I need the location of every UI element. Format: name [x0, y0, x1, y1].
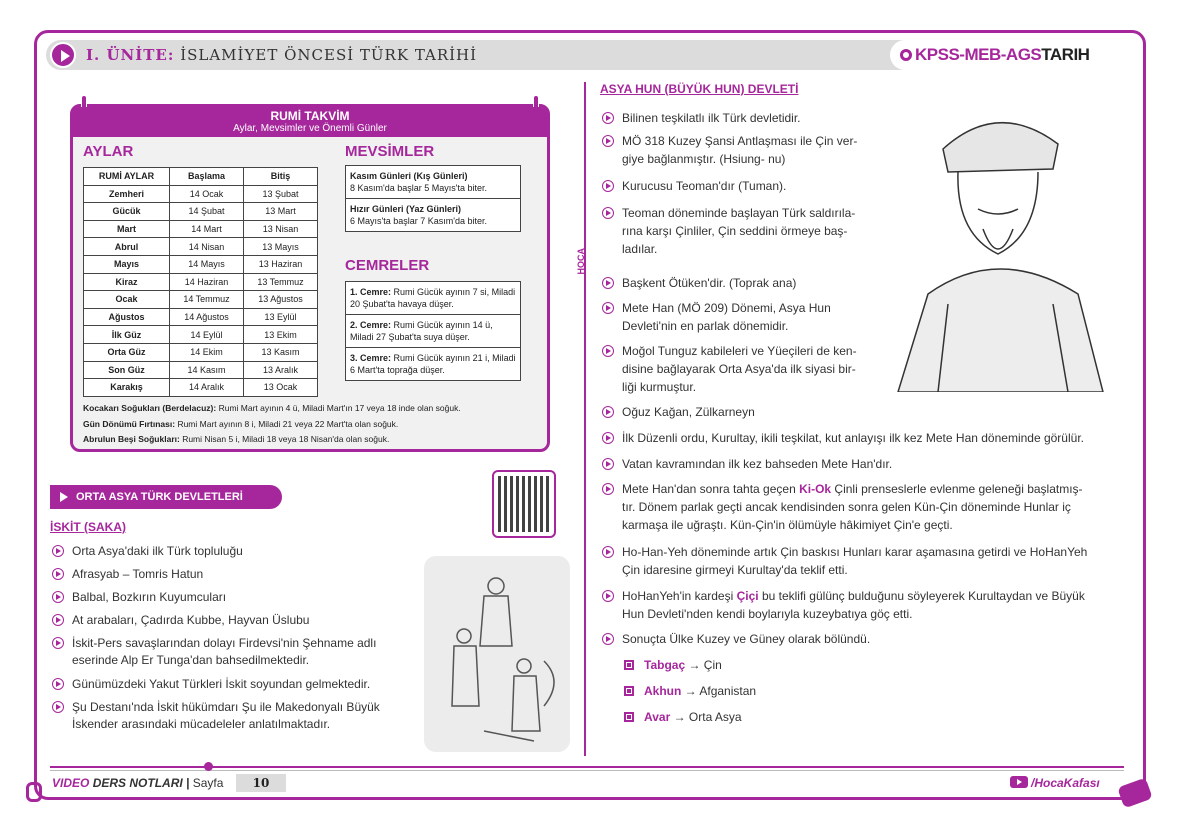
list-item-cont: karmaşa ile uğraştı. Kün-Çin'in ölümüyle hâkimiyet Çin'e geçti.	[622, 518, 953, 532]
bullet-play-icon	[52, 591, 64, 603]
table-cell: Ağustos	[84, 308, 170, 326]
division-item: Akhun → Afganistan	[644, 683, 756, 699]
table-cell: Orta Güz	[84, 343, 170, 361]
page-number: 10	[236, 774, 286, 792]
division-item: Avar → Orta Asya	[644, 709, 742, 725]
rumi-takvim-box	[70, 104, 550, 452]
list-item-cont: Devleti'nin en parlak dönemidir.	[622, 319, 789, 333]
table-cell: 14 Kasım	[170, 361, 244, 379]
list-item-cont: rına karşı Çinliler, Çin seddini örmeye baş-	[622, 224, 848, 238]
table-cell: 14 Aralık	[170, 379, 244, 397]
bullet-play-icon	[602, 302, 614, 314]
list-item: Mete Han (MÖ 209) Dönemi, Asya Hun	[622, 300, 831, 316]
list-item-cont: Hun Devleti'nden kendi boylarıyla kuzeybatıya göç etti.	[622, 607, 913, 621]
bullet-play-icon	[52, 701, 64, 713]
bullet-play-icon	[602, 633, 614, 645]
table-cell: 13 Ağustos	[244, 291, 318, 309]
list-item: Moğol Tunguz kabileleri ve Yüeçileri de ken-	[622, 343, 857, 359]
list-item: Bilinen teşkilatlı ilk Türk devletidir.	[622, 110, 801, 126]
table-cell: 13 Nisan	[244, 220, 318, 238]
list-item: Balbal, Bozkırın Kuyumcuları	[72, 589, 226, 605]
table-cell: 14 Eylül	[170, 326, 244, 344]
brand-logo: KPSS-MEB-AGSTARIH	[890, 40, 1124, 70]
list-item: Şu Destanı'nda İskit hükümdarı Şu ile Makedonyalı Büyük	[72, 699, 380, 715]
table-row	[84, 238, 318, 256]
aylar-heading: AYLAR	[83, 143, 134, 160]
list-item: Teoman döneminde başlayan Türk saldırıla-	[622, 205, 855, 221]
months-table: RUMİ AYLAR Başlama Bitiş Zemheri 14 Ocak 13 Şubat Gücük 14 Şubat 13 Mart Mart 14 Mart 13 Nisan Abrul 14 Nisan 13 Mayıs Mayıs 14 Mayıs 13 Haziran Kiraz 14 Haziran 13 Temmuz Ocak 14 Temmuz 13 Ağustos Ağustos 14 Ağustos 13 Eylül İlk Güz 14 Eylül 13 Ekim Orta Güz 14 Ekim 13 Kasım Son Güz 14 Kasım 13 Aralık Karakış 14 Aralık 13 Ocak	[83, 167, 318, 397]
table-cell: 13 Ekim	[244, 326, 318, 344]
bullet-play-icon	[52, 678, 64, 690]
table-cell: Mayıs	[84, 255, 170, 273]
vertical-logo: HOCA	[576, 248, 586, 275]
table-cell: Ocak	[84, 291, 170, 309]
table-cell: Karakış	[84, 379, 170, 397]
table-cell: 13 Aralık	[244, 361, 318, 379]
bullet-play-icon	[602, 546, 614, 558]
division-item: Tabgaç → Çin	[644, 657, 722, 673]
bullet-play-icon	[602, 432, 614, 444]
table-cell: 14 Haziran	[170, 273, 244, 291]
bullet-play-icon	[602, 112, 614, 124]
list-item-cont: tır. Dönem parlak geçti ancak kendisinden sonra gelen Kün-Çin döneminde Hunlar iç	[622, 500, 1071, 514]
bullet-play-icon	[602, 345, 614, 357]
bullet-square-icon	[624, 660, 634, 670]
youtube-icon	[1010, 776, 1028, 788]
bullet-play-icon	[602, 277, 614, 289]
unit-title: I. ÜNİTE: İSLAMİYET ÖNCESİ TÜRK TARİHİ	[86, 46, 478, 64]
table-cell: Abrul	[84, 238, 170, 256]
table-row	[84, 291, 318, 309]
cemre-box: 1. Cemre: Rumi Gücük ayının 7 si, Miladi 20 Şubat'ta havaya düşer. 2. Cemre: Rumi Gücük ayının 14 ü, Miladi 27 Şubat'ta suya düşer. 3. Cemre: Rumi Gücük ayının 21 i, Miladi 6 Mart'ta toprağa düşer.	[345, 281, 521, 381]
list-item: İlk Düzenli ordu, Kurultay, ikili teşkilat, kut anlayışı ilk kez Mete Han döneminde görülür.	[622, 430, 1084, 446]
table-row	[84, 379, 318, 397]
table-cell: 13 Ocak	[244, 379, 318, 397]
table-row	[84, 255, 318, 273]
list-item: Oğuz Kağan, Zülkarneyn	[622, 404, 755, 420]
list-item: HoHanYeh'in kardeşi Çiçi bu teklifi gülünç bulduğunu söyleyerek Kurultaydan ve Büyük	[622, 588, 1085, 604]
scythian-warriors-illustration	[424, 556, 570, 752]
bullet-play-icon	[52, 545, 64, 557]
table-cell: 14 Ağustos	[170, 308, 244, 326]
list-item-cont: Çin idaresine girmeyi Kurultay'da teklif etti.	[622, 563, 848, 577]
list-item-cont: liği kurmuştur.	[622, 380, 697, 394]
section-banner: ORTA ASYA TÜRK DEVLETLERİ	[50, 485, 282, 509]
list-item-cont: ladılar.	[622, 242, 658, 256]
youtube-channel[interactable]: /HocaKafası	[1010, 776, 1100, 790]
table-cell: Gücük	[84, 203, 170, 221]
table-cell: 13 Eylül	[244, 308, 318, 326]
table-row	[84, 203, 318, 221]
table-cell: 14 Temmuz	[170, 291, 244, 309]
qr-code[interactable]	[492, 470, 556, 538]
bullet-play-icon	[52, 568, 64, 580]
list-item: Afrasyab – Tomris Hatun	[72, 566, 203, 582]
list-item: Vatan kavramından ilk kez bahseden Mete Han'dır.	[622, 456, 892, 472]
table-row	[84, 220, 318, 238]
list-item: Orta Asya'daki ilk Türk topluluğu	[72, 543, 243, 559]
bullet-play-icon	[602, 590, 614, 602]
table-cell: 14 Mart	[170, 220, 244, 238]
list-item: MÖ 318 Kuzey Şansi Antlaşması ile Çin ver-	[622, 133, 857, 149]
table-cell: İlk Güz	[84, 326, 170, 344]
table-cell: Son Güz	[84, 361, 170, 379]
iskit-heading: İSKİT (SAKA)	[50, 520, 126, 534]
column-divider	[584, 82, 586, 756]
table-cell: 14 Ekim	[170, 343, 244, 361]
play-icon	[50, 42, 76, 68]
list-item: Kurucusu Teoman'dır (Tuman).	[622, 178, 786, 194]
table-cell: 13 Şubat	[244, 185, 318, 203]
table-cell: 14 Ocak	[170, 185, 244, 203]
list-item-cont: eserinde Alp Er Tunga'dan bahsedilmektedir.	[72, 653, 310, 667]
hun-heading: ASYA HUN (BÜYÜK HUN) DEVLETİ	[600, 82, 799, 96]
bullet-play-icon	[602, 135, 614, 147]
table-cell: Mart	[84, 220, 170, 238]
table-cell: 13 Kasım	[244, 343, 318, 361]
footer-label: VIDEO DERS NOTLARI | Sayfa	[52, 776, 224, 790]
bullet-play-icon	[52, 614, 64, 626]
cemreler-heading: CEMRELER	[345, 257, 430, 274]
bullet-square-icon	[624, 712, 634, 722]
list-item: Başkent Ötüken'dir. (Toprak ana)	[622, 275, 796, 291]
bullet-play-icon	[52, 637, 64, 649]
cold-notes: Kocakarı Soğukları (Berdelacuz): Rumi Mart ayının 4 ü, Miladi Mart'ın 17 veya 18 inde olan soğuk. Gün Dönümü Fırtınası: Rumi Mart ayının 8 i, Miladi 21 veya 22 Mart'ta olan soğuk. Abrulun Beşi Soğukları: Rumi Nisan 5 i, Miladi 18 veya 18 Nisan'da olan soğuk.	[83, 403, 461, 444]
table-row	[84, 361, 318, 379]
table-cell: Zemheri	[84, 185, 170, 203]
table-row	[84, 326, 318, 344]
list-item: Ho-Han-Yeh döneminde artık Çin baskısı Hunları karar aşamasına getirdi ve HoHanYeh	[622, 544, 1087, 560]
table-row	[84, 308, 318, 326]
footer-dot	[204, 762, 213, 771]
table-cell: 14 Nisan	[170, 238, 244, 256]
bullet-play-icon	[602, 483, 614, 495]
table-row	[84, 185, 318, 203]
list-item-cont: disine bağlayarak Orta Asya'da ilk siyasi bir-	[622, 362, 856, 376]
bullet-play-icon	[602, 207, 614, 219]
list-item: At arabaları, Çadırda Kubbe, Hayvan Üslubu	[72, 612, 309, 628]
table-cell: 13 Haziran	[244, 255, 318, 273]
seasons-box: Kasım Günleri (Kış Günleri) 8 Kasım'da başlar 5 Mayıs'ta biter. Hızır Günleri (Yaz Günleri) 6 Mayıs'ta başlar 7 Kasım'da biter.	[345, 165, 521, 232]
mevsimler-heading: MEVSİMLER	[345, 143, 435, 160]
table-row	[84, 343, 318, 361]
table-cell: 14 Şubat	[170, 203, 244, 221]
table-cell: 13 Mayıs	[244, 238, 318, 256]
rumi-banner: RUMİ TAKVİM Aylar, Mevsimler ve Önemli Günler	[73, 107, 547, 137]
bullet-play-icon	[602, 406, 614, 418]
table-cell: 14 Mayıs	[170, 255, 244, 273]
list-item: İskit-Pers savaşlarından dolayı Firdevsi'nin Şehname adlı	[72, 635, 376, 651]
corner-decoration	[26, 782, 42, 802]
table-row	[84, 273, 318, 291]
table-cell: 13 Temmuz	[244, 273, 318, 291]
ring-icon	[900, 49, 912, 61]
list-item-cont: İskender arasındaki mücadeleler anlatılmaktadır.	[72, 717, 331, 731]
list-item: Sonuçta Ülke Kuzey ve Güney olarak bölündü.	[622, 631, 870, 647]
bullet-square-icon	[624, 686, 634, 696]
list-item: Mete Han'dan sonra tahta geçen Ki-Ok Çinli prenseslerle evlenme geleneği başlatmış-	[622, 481, 1083, 497]
table-cell: 13 Mart	[244, 203, 318, 221]
list-item-cont: giye bağlanmıştır. (Hsiung- nu)	[622, 152, 786, 166]
bullet-play-icon	[602, 458, 614, 470]
mete-han-portrait	[888, 94, 1122, 392]
bullet-play-icon	[602, 180, 614, 192]
list-item: Günümüzdeki Yakut Türkleri İskit soyundan gelmektedir.	[72, 676, 370, 692]
table-cell: Kiraz	[84, 273, 170, 291]
